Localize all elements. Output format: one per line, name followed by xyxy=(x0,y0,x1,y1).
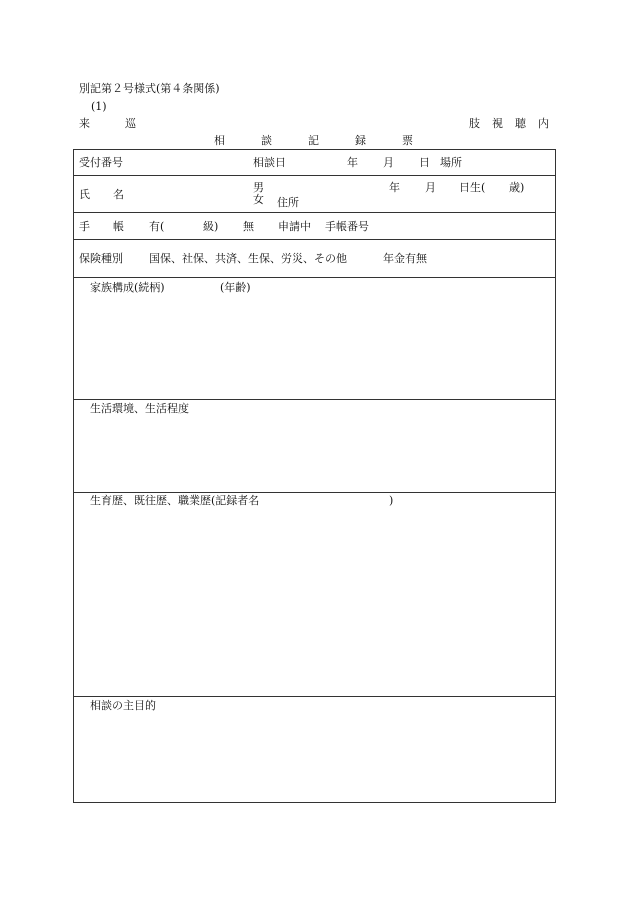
visit-kind-come: 来 xyxy=(79,117,90,130)
title-char: 記 xyxy=(308,134,319,147)
handbook-has: 有( xyxy=(149,220,165,233)
male-option: 男 xyxy=(253,181,264,194)
form-reference: 別記第２号様式(第４条関係) xyxy=(79,82,220,95)
family-age-label: (年齢) xyxy=(220,281,251,294)
row-divider xyxy=(74,239,555,240)
birth-day-label: 日生( xyxy=(459,181,486,194)
dept-limb: 肢 xyxy=(469,117,480,130)
year-label: 年 xyxy=(347,156,358,169)
row-divider xyxy=(74,212,555,213)
title-char: 録 xyxy=(355,134,366,147)
female-option: 女 xyxy=(253,193,264,206)
day-label: 日 xyxy=(419,156,430,169)
row-divider xyxy=(74,492,555,493)
title-char: 談 xyxy=(261,134,272,147)
purpose-label: 相談の主目的 xyxy=(90,699,156,712)
birth-year-label: 年 xyxy=(389,181,400,194)
handbook-applying: 申請中 xyxy=(278,220,311,233)
history-label: 生育歴、既往歴、職業歴(記録者名 xyxy=(90,494,260,507)
birth-month-label: 月 xyxy=(425,181,436,194)
sub-number: (1) xyxy=(91,100,107,113)
environment-label: 生活環境、生活程度 xyxy=(90,402,189,415)
row-divider xyxy=(74,399,555,400)
history-recorder-close: ) xyxy=(389,494,394,507)
row-divider xyxy=(74,175,555,176)
handbook-label-char: 手 xyxy=(79,220,90,233)
name-label-char: 氏 xyxy=(79,188,90,201)
place-label: 場所 xyxy=(440,156,462,169)
family-structure-label: 家族構成(続柄) xyxy=(90,281,165,294)
month-label: 月 xyxy=(383,156,394,169)
handbook-none: 無 xyxy=(243,220,254,233)
handbook-number-label: 手帳番号 xyxy=(325,220,369,233)
dept-hearing: 聴 xyxy=(515,117,526,130)
handbook-label-char: 帳 xyxy=(113,220,124,233)
reception-number-label: 受付番号 xyxy=(79,156,123,169)
row-divider xyxy=(74,696,555,697)
row-divider xyxy=(74,277,555,278)
pension-label: 年金有無 xyxy=(383,252,427,265)
insurance-type-label: 保険種別 xyxy=(79,252,123,265)
title-char: 票 xyxy=(402,134,413,147)
insurance-options: 国保、社保、共済、生保、労災、その他 xyxy=(149,252,347,265)
visit-kind-patrol: 巡 xyxy=(125,117,136,130)
dept-vision: 視 xyxy=(492,117,503,130)
age-label: 歳) xyxy=(509,181,525,194)
dept-internal: 内 xyxy=(538,117,549,130)
handbook-grade: 級) xyxy=(203,220,219,233)
consult-date-label: 相談日 xyxy=(253,156,286,169)
address-label: 住所 xyxy=(277,196,299,209)
name-label-char: 名 xyxy=(113,188,124,201)
title-char: 相 xyxy=(214,134,225,147)
